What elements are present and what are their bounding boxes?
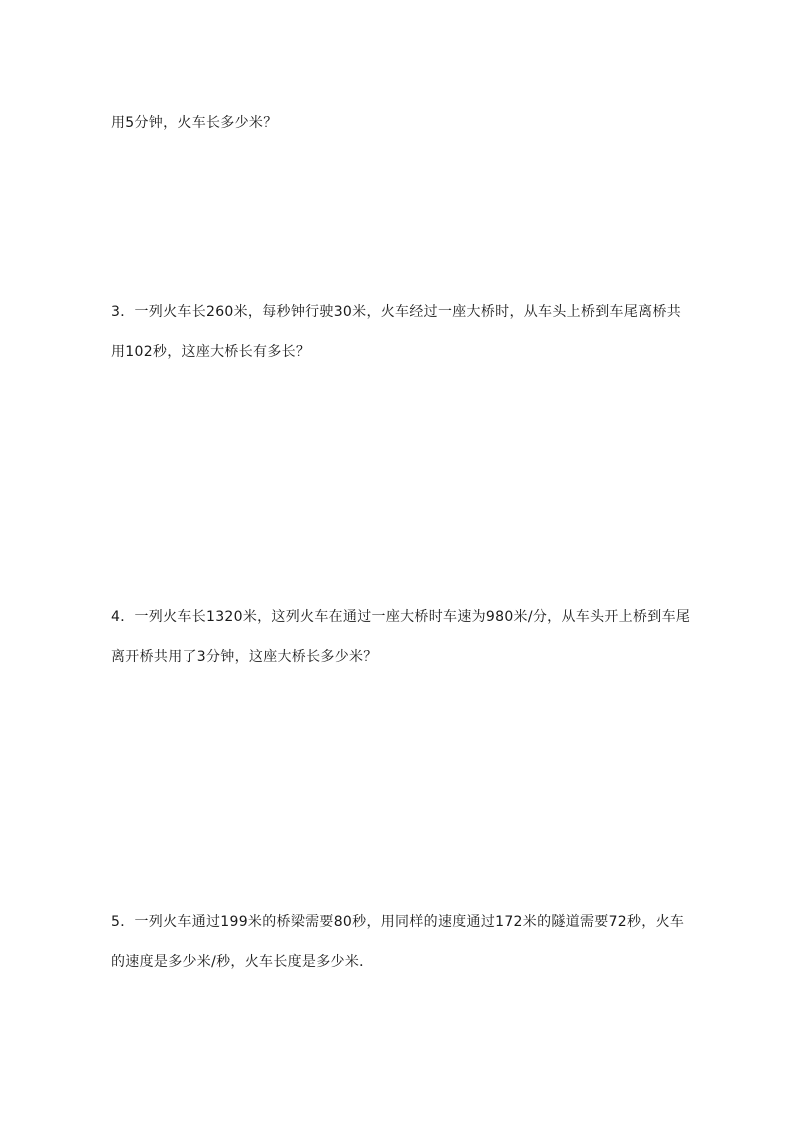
- problem-4-line-2: 离开桥共用了3分钟，这座大桥长多少米？: [111, 649, 378, 665]
- problem-2-continuation: 用5分钟，火车长多少米？: [111, 115, 278, 131]
- problem-5-line-2: 的速度是多少米/秒，火车长度是多少米．: [111, 954, 374, 970]
- problem-3-line-1: 3．一列火车长260米，每秒钟行驶30米，火车经过一座大桥时，从车头上桥到车尾离桥共: [111, 304, 682, 320]
- problem-4-line-1: 4．一列火车长1320米，这列火车在通过一座大桥时车速为980米/分，从车头开上桥到车尾: [111, 609, 691, 625]
- problem-3-line-2: 用102秒，这座大桥长有多长？: [111, 344, 311, 360]
- problem-5-line-1: 5．一列火车通过199米的桥梁需要80秒，用同样的速度通过172米的隧道需要72秒，火车: [111, 914, 685, 930]
